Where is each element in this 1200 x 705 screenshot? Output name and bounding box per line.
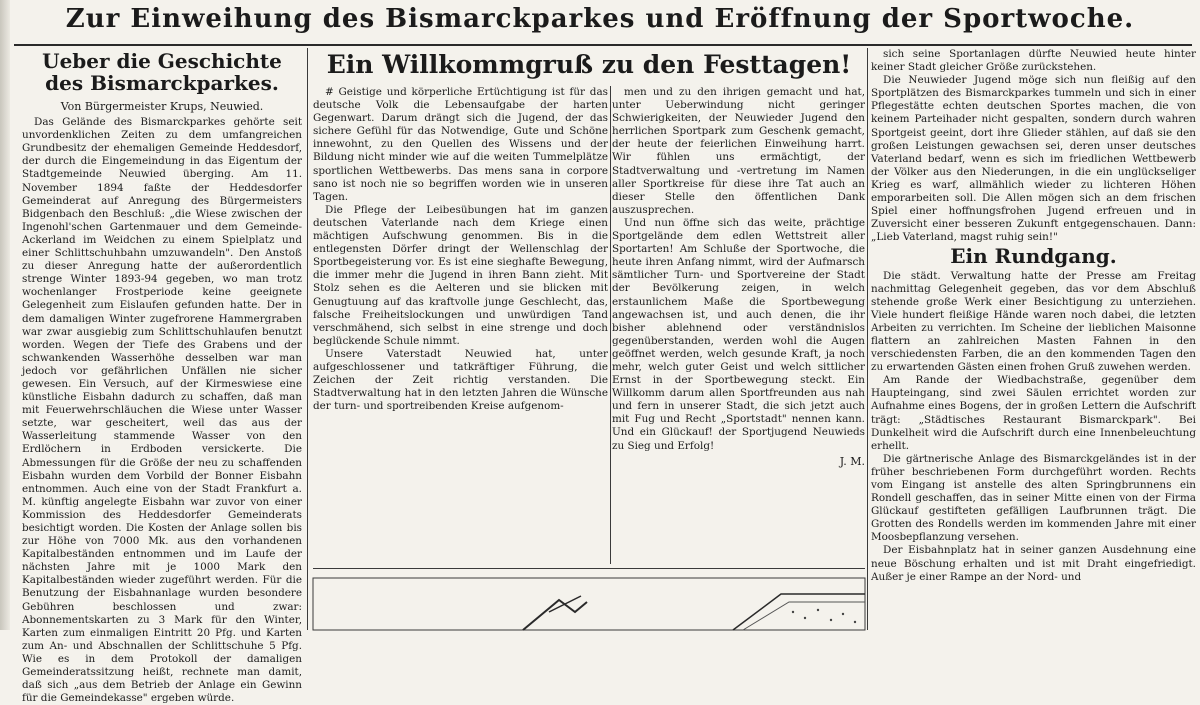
column-rule	[867, 48, 868, 630]
center-article-title: Ein Willkommgruß zu den Festtagen!	[326, 50, 852, 79]
center-article-paragraph: Und nun öffne sich das weite, prächtige Sportgelände dem edlen Wettstreit aller Sportarten! Am Schluße der Sportwoche, die heute ihren Anfang nimmt, wird der Aufmarsch sämtlicher Turn- und Sportvereine der Stadt der Bevölkerung zeigen, in welch erstaunlichem Maße die Sportbewegung angewachsen ist, und auch denen, die ihr bisher ablehnend oder verständnislos gegenüberstanden, werden wohl die Augen geöffnet werden, welch gesunde Kraft, ja noch mehr, welch guter Geist und welch sittlicher Ernst in der Sportbewegung steckt. Ein Willkomm darum allen Sportfreunden aus nah und fern in unserer Stadt, die sich jetzt auch mit Fug und Recht „Sportstadt" nennen kann. Und ein Glückauf! der Sportjugend Neuwieds zu Sieg und Erfolg!	[612, 216, 865, 452]
right-article-paragraph: Am Rande der Wiedbachstraße, gegenüber dem Haupteingang, sind zwei Säulen errichtet worden zur Aufnahme eines Bogens, der in großen Lettern die Aufschrift trägt: „Städtisches Restaurant Bismarckpark". Bei Dunkelheit wird die Aufschrift durch eine Innenbeleuchtung erhellt.	[871, 374, 1196, 452]
center-article-paragraph: men und zu den ihrigen gemacht und hat, unter Ueberwindung nicht geringer Schwierigkeiten, der Neuwieder Jugend den herrlichen Sportpark zum Geschenk gemacht, der heute der feierlichen Einweihung harrt. Wir fühlen uns ermächtigt, der Stadtverwaltung und -vertretung im Namen aller Sportkreise für diese ihre Tat auch an dieser Stelle den öffentlichen Dank auszusprechen.	[612, 86, 865, 216]
right-article-paragraph: Die gärtnerische Anlage des Bismarckgeländes ist in der früher beschriebenen Form durchgeführt worden. Rechts vom Eingang ist anstelle des alten Springbrunnens ein Rondell geschaffen, das in seiner Mitte einen von der Firma Glückauf gestifteten gefälligen Laufbrunnen trägt. Die Grotten des Rondells werden im kommenden Jahre mit einer Moosbepflanzung versehen.	[871, 452, 1196, 544]
center-article-paragraph: Unsere Vaterstadt Neuwied hat, unter aufgeschlossener und tatkräftiger Führung, die Zeichen der Zeit richtig verstanden. Die Stadtverwaltung hat in den letzten Jahren die Wünsche der turn- und sportreibenden Kreise aufgenom-	[313, 347, 608, 413]
left-article-byline: Von Bürgermeister Krups, Neuwied.	[60, 100, 264, 113]
figure-rule	[313, 568, 865, 569]
center-article-signature: J. M.	[839, 454, 865, 468]
page-headline: Zur Einweihung des Bismarckparkes und Eröffnung der Sportwoche.	[65, 4, 1135, 34]
right-article-intro: sich seine Sportanlagen dürfte Neuwied heute hinter keiner Stadt gleicher Größe zurückstehen.	[871, 48, 1196, 74]
park-illustration-drawing	[313, 572, 865, 630]
right-article-paragraph: Der Eisbahnplatz hat in seiner ganzen Ausdehnung eine neue Böschung erhalten und ist mit Draht eingefriedigt. Außer je einer Rampe an der Nord- und	[871, 544, 1196, 583]
right-article-intro: Die Neuwieder Jugend möge sich nun fleißig auf den Sportplätzen des Bismarckparkes tummeln und sich in einer Pflegestätte echten deutschen Sportes machen, die von keinem Parteihader nicht gespalten, sondern durch wahren Sportgeist geeint, dort ihre Glieder stählen, auf daß sie den großen Leistungen gewachsen sei, deren unser deutsches Vaterland bedarf, wenn es sich im friedlichen Wettbewerb der Völker aus den Niederungen, in die ein unglückseliger Krieg es warf, allmählich wieder zu lichteren Höhen emporarbeiten soll. Die Allen mögen sich an dem frischen Spiel einer hoffnungsfrohen Jugend erfreuen und in Zuversicht einer besseren Zukunft entgegenschauen. Dann: „Lieb Vaterland, magst ruhig sein!"	[871, 74, 1196, 244]
center-article-column-a	[313, 86, 608, 564]
headline-rule	[14, 44, 1192, 46]
column-rule	[610, 86, 611, 564]
right-article-title: Ein Rundgang.	[950, 244, 1117, 269]
page-edge-shadow	[0, 0, 10, 630]
center-article-column-b	[612, 86, 865, 564]
park-illustration	[313, 572, 865, 630]
left-article	[22, 48, 302, 705]
right-article	[871, 48, 1196, 630]
left-article-paragraph: Das Gelände des Bismarckparkes gehörte seit unvordenklichen Zeiten zu dem umfangreichen Grundbesitz der ehemaligen Gemeinde Heddesdorf, der durch die Eingemeindung in das Eigentum der Stadtgemeinde Neuwied überging. Am 11. November 1894 faßte der Heddesdorfer Gemeinderat auf Anregung des Bürgermeisters Bidgenbach den Beschluß: „die Wiese zwischen der Ingenohl'schen Gartenmauer und dem Gemeinde-Ackerland im Weidchen zu einem Spielplatz und einer Schlittschuhbahn umzuwandeln". Den Anstoß zu dieser Anregung hatte der außerordentlich strenge Winter 1893-94 gegeben, wo man trotz wochenlanger Frostperiode keine geeignete Gelegenheit zum Eislaufen gefunden hatte. Der in dem damaligen Winter zugefrorene Hammergraben war zwar ausgiebig zum Schlittschuhlaufen benutzt worden. Wegen der Tiefe des Grabens und der schwankenden Wasserhöhe desselben war man jedoch vor gefährlichen Unfällen nie sicher gewesen. Ein Versuch, auf der Kirmeswiese eine künstliche Eisbahn dadurch zu schaffen, daß man mit Feuerwehrschläuchen die Wiese unter Wasser setzte, war gescheitert, weil das aus der Wasserleitung stammende Wasser von den Erdlöchern in Erdboden versickerte. Die Abmessungen für die Größe der neu zu schaffenden Eisbahn wurden dem Vorbild der Bonner Eisbahn entnommen. Auch eine von der Stadt Frankfurt a. M. künftig angelegte Eisbahn war zuvor von einer Kommission des Heddesdorfer Gemeinderats besichtigt worden. Die Kosten der Anlage sollen bis zur Höhe von 7000 Mk. aus den vorhandenen Kapitalbeständen entnommen und im Laufe der nächsten Jahre mit je 1000 Mark den Kapitalbeständen wieder zugeführt werden. Für die Benutzung der Eisbahnanlage wurden besondere Gebühren beschlossen und zwar: Abonnementskarten zu 3 Mark für den Winter, Karten zum einmaligen Eintritt 20 Pfg. und Karten zum An- und Abschnallen der Schlittschuhe 5 Pfg. Wie es in dem Protokoll der damaligen Gemeinderatssitzung heißt, rechnete man damit, daß sich „aus dem Betrieb der Anlage ein Gewinn für die Gemeindekasse" ergeben würde.	[22, 116, 302, 705]
left-article-title: Ueber die Geschichte des Bismarckparkes.	[42, 49, 282, 95]
right-article-paragraph: Die städt. Verwaltung hatte der Presse am Freitag nachmittag Gelegenheit gegeben, das vor dem Abschluß stehende große Werk einer Besichtigung zu unterziehen. Viele hundert fleißige Hände waren noch dabei, die letzten Arbeiten zu verrichten. Im Scheine der lieblichen Maisonne flattern an zahlreichen Masten Fahnen in den verschiedensten Farben, die an den kommenden Tagen den zu erwartenden Gästen einen frohen Gruß zuwehen werden.	[871, 269, 1196, 374]
center-article-paragraph: Die Pflege der Leibesübungen hat im ganzen deutschen Vaterlande nach dem Kriege einen mächtigen Aufschwung genommen. Bis in die entlegensten Dörfer dringt der Wellenschlag der Sportbegeisterung vor. Es ist eine sieghafte Bewegung, die immer mehr die Jugend in ihren Bann zieht. Mit Stolz sehen es die Aelteren und sie blicken mit Genugtuung auf das kraftvolle junge Geschlecht, das, falsche Freiheitslockungen und unwürdigen Tand verschmähend, sich selbst in eine strenge und doch beglückende Schule nimmt.	[313, 203, 608, 347]
center-article-paragraph: # Geistige und körperliche Ertüchtigung ist für das deutsche Volk die Lebensaufgabe der harten Gegenwart. Darum drängt sich die Jugend, der das sichere Gefühl für das Notwendige, Gute und Schöne innewohnt, zu den Quellen des Wissens und der Bildung nicht minder wie auf die weiten Tummelplätze sportlichen Wettbewerbs. Das mens sana in corpore sano ist noch nie so begriffen worden wie in unseren Tagen.	[313, 86, 608, 203]
column-rule	[307, 48, 308, 630]
